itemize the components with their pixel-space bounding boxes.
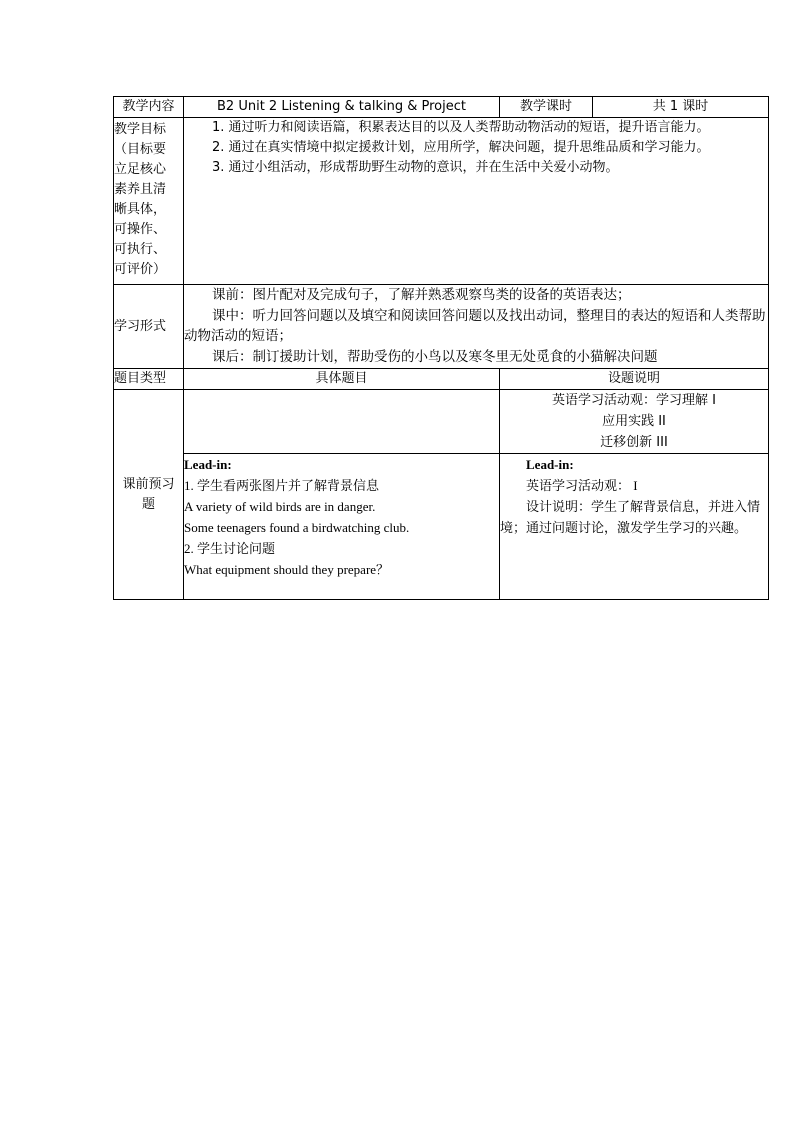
objective-item: 2. 通过在真实情境中拟定援救计划，应用所学，解决问题，提升思维品质和学习能力。: [212, 140, 710, 155]
leadin-line: What equipment should they prepare？: [184, 562, 390, 577]
leadin-content: [184, 454, 500, 600]
activity-levels-empty-cell: [184, 390, 500, 454]
design-note: 设计说明：学生了解背景信息，并进入情境；通过问题讨论，激发学生学习的兴趣。: [500, 499, 761, 535]
leadin-line: Some teenagers found a birdwatching club.: [184, 520, 410, 535]
learning-form-label: 学习形式: [114, 285, 184, 369]
leadin-row: [114, 454, 769, 600]
preview-label-line: 课前预习: [122, 476, 175, 492]
content-label: 教学内容: [114, 97, 184, 118]
leadin-line: A variety of wild birds are in danger.: [184, 499, 376, 514]
design-notes: [500, 454, 769, 600]
hours-label: 教学课时: [500, 97, 593, 118]
hours-value: 共 1 课时: [593, 97, 769, 118]
leadin-line: 1. 学生看两张图片并了解背景信息: [184, 478, 380, 493]
objectives-label: [114, 118, 184, 285]
objectives-label-line: 素养且清: [114, 182, 167, 197]
header-row: [114, 97, 769, 118]
preview-label: [114, 390, 184, 600]
column-explain: 设题说明: [500, 369, 769, 390]
preview-label-line: 题: [141, 496, 155, 512]
activity-level-item: 应用实践 II: [602, 414, 666, 429]
learning-form-row: [114, 285, 769, 369]
objectives-label-line: （目标要: [114, 142, 167, 157]
learning-form-content: [184, 285, 769, 369]
learning-form-item: 课后：制订援助计划，帮助受伤的小鸟以及寒冬里无处觅食的小猫解决问题: [212, 348, 658, 365]
objectives-label-line: 可执行、: [114, 242, 167, 257]
objective-item: 1. 通过听力和阅读语篇，积累表达目的以及人类帮助动物活动的短语，提升语言能力。: [212, 120, 710, 135]
objectives-label-line: 可操作、: [114, 222, 167, 237]
column-content: 具体题目: [184, 369, 500, 390]
activity-level-item: 英语学习活动观：学习理解 I: [552, 393, 716, 408]
objectives-label-line: 晰具体，: [114, 202, 167, 217]
objectives-row: [114, 118, 769, 285]
objectives-label-line: 立足核心: [114, 162, 167, 177]
objectives-label-line: 可评价）: [114, 262, 167, 277]
column-type: 题目类型: [114, 369, 184, 390]
column-header-row: [114, 369, 769, 390]
leadin-line: 2. 学生讨论问题: [184, 541, 276, 556]
content-value: B2 Unit 2 Listening & talking & Project: [184, 97, 500, 118]
objective-item: 3. 通过小组活动，形成帮助野生动物的意识，并在生活中关爱小动物。: [212, 160, 619, 175]
objectives-label-line: 教学目标: [114, 122, 167, 137]
activity-level-item: 迁移创新 III: [600, 435, 668, 450]
lesson-plan-table: [113, 96, 769, 600]
learning-form-item: 课前：图片配对及完成句子，了解并熟悉观察鸟类的设备的英语表达；: [212, 287, 631, 303]
learning-form-item: 课中：听力回答问题以及填空和阅读回答问题以及找出动词，整理目的表达的短语和人类帮助动物活动的短语；: [184, 307, 766, 344]
leadin-title: Lead-in:: [184, 457, 232, 472]
design-title: Lead-in:: [526, 457, 574, 472]
activity-levels-row: [114, 390, 769, 454]
design-level: 英语学习活动观： I: [526, 478, 638, 493]
objectives-content: [184, 118, 769, 285]
activity-levels: [500, 390, 769, 454]
